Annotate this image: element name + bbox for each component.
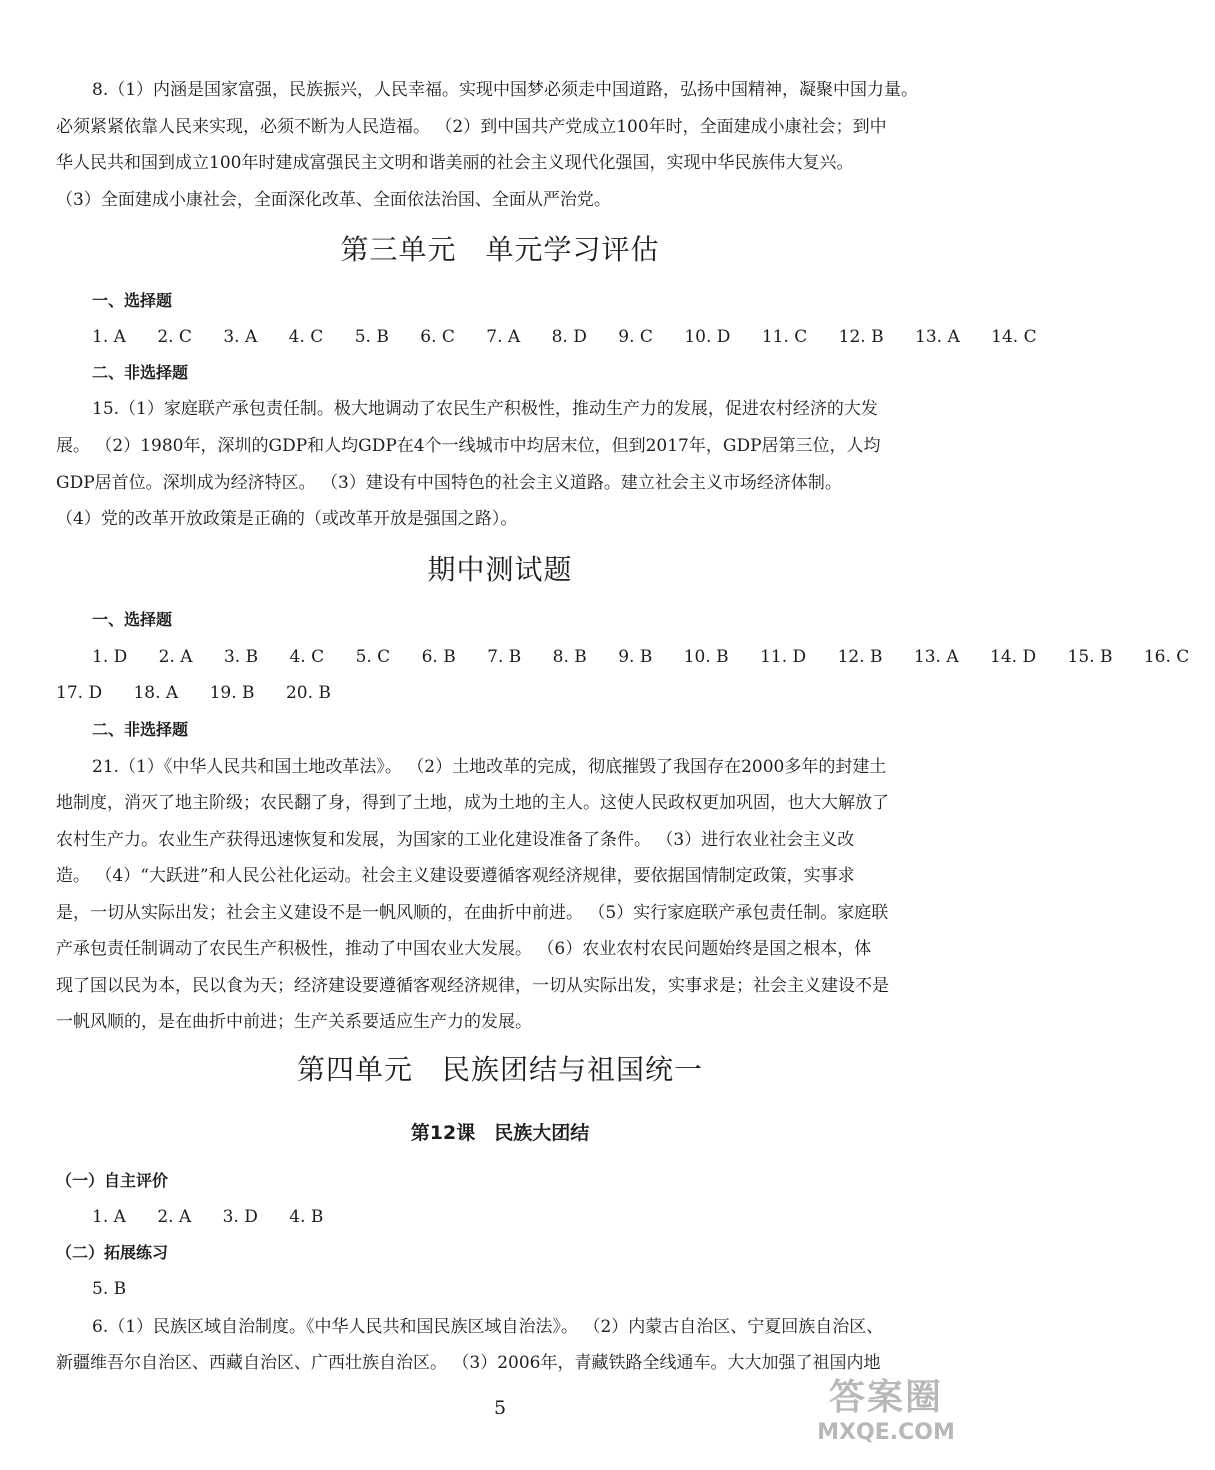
answer: 14. D xyxy=(990,647,1037,667)
self-eval-answers xyxy=(92,1206,936,1228)
answer: 15. B xyxy=(1067,647,1113,667)
unit3-mc-heading: 一、选择题 xyxy=(92,291,173,310)
q21-line-3: 农村生产力。农业生产获得迅速恢复和发展，为国家的工业化建设准备了条件。 （3）进行农业社会主义改 xyxy=(56,830,855,850)
unit4-title: 第四单元 民族团结与祖国统一 xyxy=(296,1053,703,1086)
q6-line-2: 新疆维吾尔自治区、西藏自治区、广西壮族自治区。 （3）2006年，青藏铁路全线通车。大大加强了祖国内地 xyxy=(56,1353,881,1373)
watermark-logo xyxy=(786,1376,986,1462)
answer: 8. D xyxy=(551,327,587,347)
midterm-mc-row-1 xyxy=(92,646,1190,668)
q8-line-1: 8.（1）内涵是国家富强，民族振兴，人民幸福。实现中国梦必须走中国道路，弘扬中国精神，凝聚中国力量。 xyxy=(92,80,919,100)
answer: 8. B xyxy=(552,647,587,667)
midterm-mc-heading: 一、选择题 xyxy=(92,610,173,629)
self-eval-heading: （一）自主评价 xyxy=(56,1171,169,1190)
answer: 1. A xyxy=(92,327,126,347)
q8-line-4: （3）全面建成小康社会，全面深化改革、全面依法治国、全面从严治党。 xyxy=(56,190,611,210)
q15-line-1: 15.（1）家庭联产承包责任制。极大地调动了农民生产积极性，推动生产力的发展，促进农村经济的大发 xyxy=(92,399,878,419)
q21-line-7: 现了国以民为本，民以食为天；经济建设要遵循客观经济规律，一切从实际出发，实事求是；社会主义建设不是 xyxy=(56,976,889,996)
q15-line-3: GDP居首位。深圳成为经济特区。 （3）建设有中国特色的社会主义道路。建立社会主义市场经济体制。 xyxy=(56,473,842,493)
unit3-nonmc-heading: 二、非选择题 xyxy=(92,363,189,382)
answer: 3. A xyxy=(223,327,258,347)
midterm-mc-row-2 xyxy=(56,682,936,704)
unit3-mc-answers xyxy=(92,326,1037,348)
page-number: 5 xyxy=(493,1397,507,1419)
answer: 6. B xyxy=(421,647,456,667)
answer: 3. D xyxy=(222,1207,258,1227)
answer: 10. D xyxy=(684,327,731,347)
answer: 2. A xyxy=(157,1207,192,1227)
answer: 12. B xyxy=(837,647,883,667)
q6-line-1: 6.（1）民族区域自治制度。《中华人民共和国民族区域自治法》。 （2）内蒙古自治区、宁夏回族自治区、 xyxy=(92,1317,884,1337)
answer: 20. B xyxy=(285,683,331,703)
answer: 11. C xyxy=(761,327,808,347)
answer: 16. C xyxy=(1143,647,1190,667)
q21-line-5: 是，一切从实际出发；社会主义建设不是一帆风顺的，在曲折中前进。 （5）实行家庭联产承包责任制。家庭联 xyxy=(56,903,889,923)
answer: 9. B xyxy=(618,647,653,667)
answer: 13. A xyxy=(913,647,959,667)
answer: 6. C xyxy=(420,327,455,347)
unit3-title: 第三单元 单元学习评估 xyxy=(340,233,660,266)
answer: 2. C xyxy=(157,327,192,347)
answer: 10. B xyxy=(683,647,729,667)
answer: 4. C xyxy=(288,327,324,347)
q5-answer: 5. B xyxy=(92,1279,127,1299)
answer: 19. B xyxy=(209,683,255,703)
answer: 4. C xyxy=(289,647,325,667)
q21-line-2: 地制度，消灭了地主阶级；农民翻了身，得到了土地，成为土地的主人。这使人民政权更加巩固，也大大解放了 xyxy=(56,793,889,813)
extension-heading: （二）拓展练习 xyxy=(56,1243,169,1262)
midterm-title: 期中测试题 xyxy=(427,553,573,586)
q21-line-1: 21.（1）《中华人民共和国土地改革法》。 （2）土地改革的完成，彻底摧毁了我国存在2000多年的封建土 xyxy=(92,757,887,777)
midterm-nonmc-heading: 二、非选择题 xyxy=(92,720,189,739)
q8-line-2: 必须紧紧依靠人民来实现，必须不断为人民造福。 （2）到中国共产党成立100年时，全面建成小康社会；到中 xyxy=(56,117,887,137)
answer: 2. A xyxy=(158,647,193,667)
q21-line-6: 产承包责任制调动了农民生产积极性，推动了中国农业大发展。 （6）农业农村农民问题始终是国之根本，体 xyxy=(56,939,872,959)
q21-line-4: 造。 （4）“大跃进”和人民公社化运动。社会主义建设要遵循客观经济规律，要依据国情制定政策，实事求 xyxy=(56,866,855,886)
q21-line-8: 一帆风顺的，是在曲折中前进；生产关系要适应生产力的发展。 xyxy=(56,1012,532,1032)
answer: 7. A xyxy=(486,327,521,347)
answer: 7. B xyxy=(487,647,522,667)
answer: 4. B xyxy=(289,1207,324,1227)
watermark-url: MXQE.COM xyxy=(817,1420,955,1445)
watermark-logo-text: 答案圈 xyxy=(828,1377,943,1418)
answer: 13. A xyxy=(915,327,960,347)
answer: 3. B xyxy=(223,647,259,667)
q8-line-3: 华人民共和国到成立100年时建成富强民主文明和谐美丽的社会主义现代化强国，实现中华民族伟大复兴。 xyxy=(56,153,854,173)
answer: 12. B xyxy=(838,327,884,347)
lesson-title: 第12课 民族大团结 xyxy=(410,1122,590,1144)
answer: 17. D xyxy=(56,683,103,703)
answer: 14. C xyxy=(991,327,1037,347)
q15-line-2: 展。 （2）1980年，深圳的GDP和人均GDP在4个一线城市中均居末位，但到2017年，GDP居第三位，人均 xyxy=(56,436,881,456)
answer: 18. A xyxy=(133,683,179,703)
answer: 11. D xyxy=(760,647,807,667)
q15-line-4: （4）党的改革开放政策是正确的（或改革开放是强国之路）。 xyxy=(56,509,518,529)
answer: 1. D xyxy=(92,647,128,667)
answer: 9. C xyxy=(618,327,653,347)
answer: 1. A xyxy=(92,1207,126,1227)
answer: 5. C xyxy=(355,647,391,667)
answer: 5. B xyxy=(354,327,389,347)
